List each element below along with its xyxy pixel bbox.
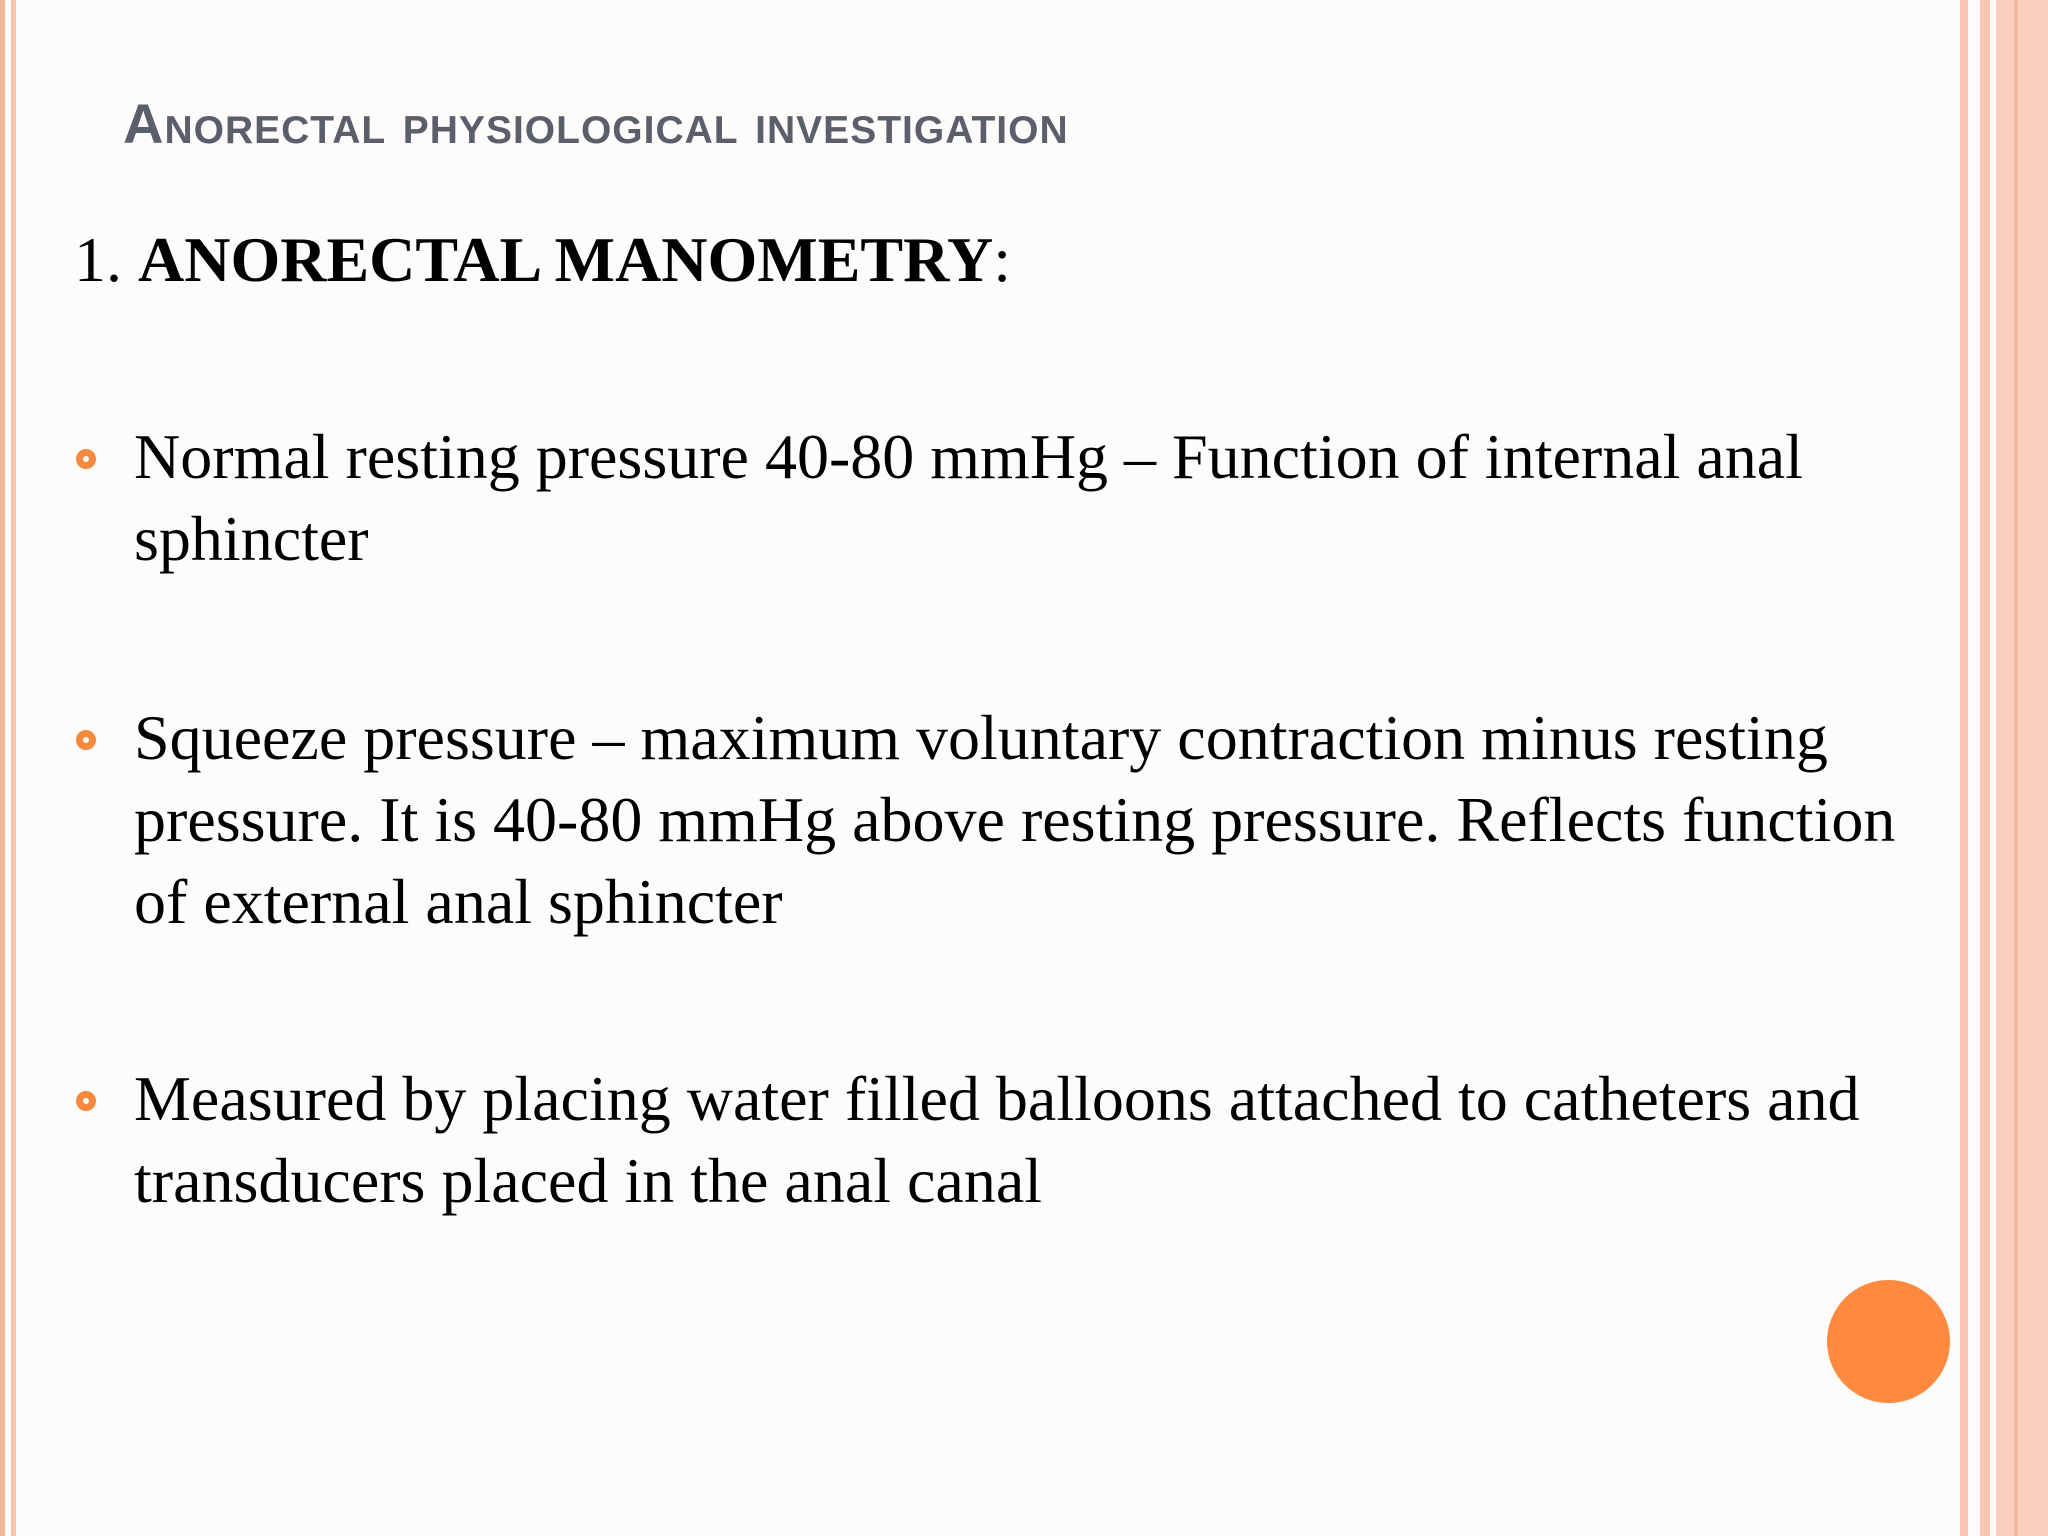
section-heading: [74, 222, 1011, 299]
section-number: 1.: [74, 224, 138, 295]
bullet-item: [70, 416, 1910, 580]
ring-bullet-icon: [76, 730, 96, 750]
right-border-stripe-inner: [1980, 0, 1990, 1536]
slide-title: Anorectal physiological investigation: [123, 92, 1069, 155]
right-border-band: [1996, 0, 2048, 1536]
bullet-text: Squeeze pressure – maximum voluntary contraction minus resting pressure. It is 40-80 mmHg above resting pressure. Reflects function of external anal sphincter: [134, 702, 1896, 937]
left-border-stripe: [0, 0, 5, 1536]
decorative-orange-circle-icon: [1827, 1280, 1950, 1403]
bullet-text: Normal resting pressure 40-80 mmHg – Function of internal anal sphincter: [134, 421, 1803, 574]
bullet-item: [70, 1058, 1910, 1222]
ring-bullet-icon: [76, 1091, 96, 1111]
bullet-item: [70, 697, 1910, 943]
section-heading-suffix: :: [993, 224, 1012, 295]
ring-bullet-icon: [76, 449, 96, 469]
section-heading-bold: ANORECTAL MANOMETRY: [138, 224, 994, 295]
right-border-stripe: [1960, 0, 1968, 1536]
right-border-line: [2014, 0, 2018, 1536]
left-border-stripe-inner: [11, 0, 16, 1536]
bullet-text: Measured by placing water filled balloons attached to catheters and transducers placed in the anal canal: [134, 1063, 1860, 1216]
